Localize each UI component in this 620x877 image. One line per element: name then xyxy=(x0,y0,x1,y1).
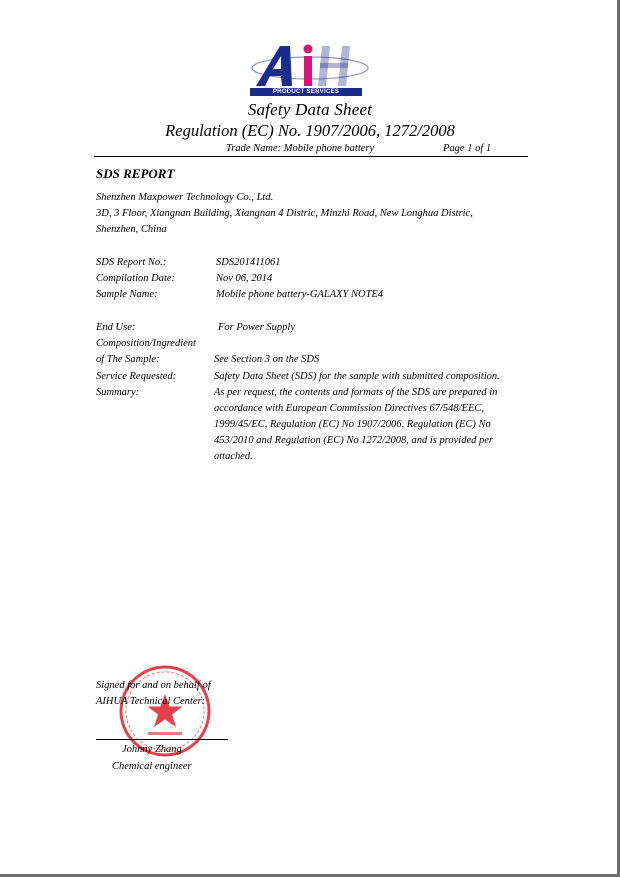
company-name: Shenzhen Maxpower Technology Co., Ltd. xyxy=(96,192,274,203)
signer-role: Chemical engineer xyxy=(112,761,192,772)
composition-value: See Section 3 on the SDS xyxy=(214,354,320,365)
sample-name-label: Sample Name: xyxy=(96,289,158,300)
logo-caption: PRODUCT SERVICES xyxy=(250,88,362,96)
trade-name: Trade Name: Mobile phone battery xyxy=(226,143,375,154)
sample-name-value: Mobile phone battery-GALAXY NOTE4 xyxy=(216,289,384,300)
composition-label: Composition/Ingredient xyxy=(96,338,196,349)
report-no-value: SDS201411061 xyxy=(216,257,281,268)
signature-line xyxy=(96,739,228,740)
end-use-label: End Use: xyxy=(96,322,136,333)
company-logo xyxy=(250,42,374,100)
header-divider xyxy=(94,156,528,157)
summary-label: Summary: xyxy=(96,387,140,398)
signer-name: Johnny Zhang xyxy=(122,744,182,755)
regulation-title: Regulation (EC) No. 1907/2006, 1272/2008 xyxy=(165,121,455,140)
service-value: Safety Data Sheet (SDS) for the sample with submitted composition. xyxy=(214,371,500,382)
compilation-date-label: Compilation Date: xyxy=(96,273,176,284)
report-no-label: SDS Report No.: xyxy=(96,257,167,268)
report-heading: SDS REPORT xyxy=(96,166,175,181)
composition-label-cont: of The Sample: xyxy=(96,354,160,365)
page-number: Page 1 of 1 xyxy=(443,143,492,154)
summary-value: As per request, the contents and formats of the SDS are prepared in accordance with European Commission Directives 67/548/EEC, 1999/45/EC, Regulation (EC) No 1907/2006, Regulation (EC) No 453/2010 and Regulation (EC) No 1272/2008, and is provided per attached. xyxy=(214,387,498,462)
technical-center-line: AIHUA Technical Center: xyxy=(96,696,206,707)
document-title: Safety Data Sheet xyxy=(247,100,373,119)
company-address: 3D, 3 Floor, Xiangnan Building, Xiangnan 4 Distric, Minzhi Road, New Longhua Distric, xyxy=(96,208,473,219)
service-label: Service Requested: xyxy=(96,371,177,382)
aih-logo-graphic xyxy=(250,42,374,88)
signed-on-behalf-line: Signed for and on behalf of xyxy=(96,680,211,691)
compilation-date-value: Nov 06, 2014 xyxy=(216,273,273,284)
company-city: Shenzhen, China xyxy=(96,224,167,235)
end-use-value: For Power Supply xyxy=(218,322,295,333)
